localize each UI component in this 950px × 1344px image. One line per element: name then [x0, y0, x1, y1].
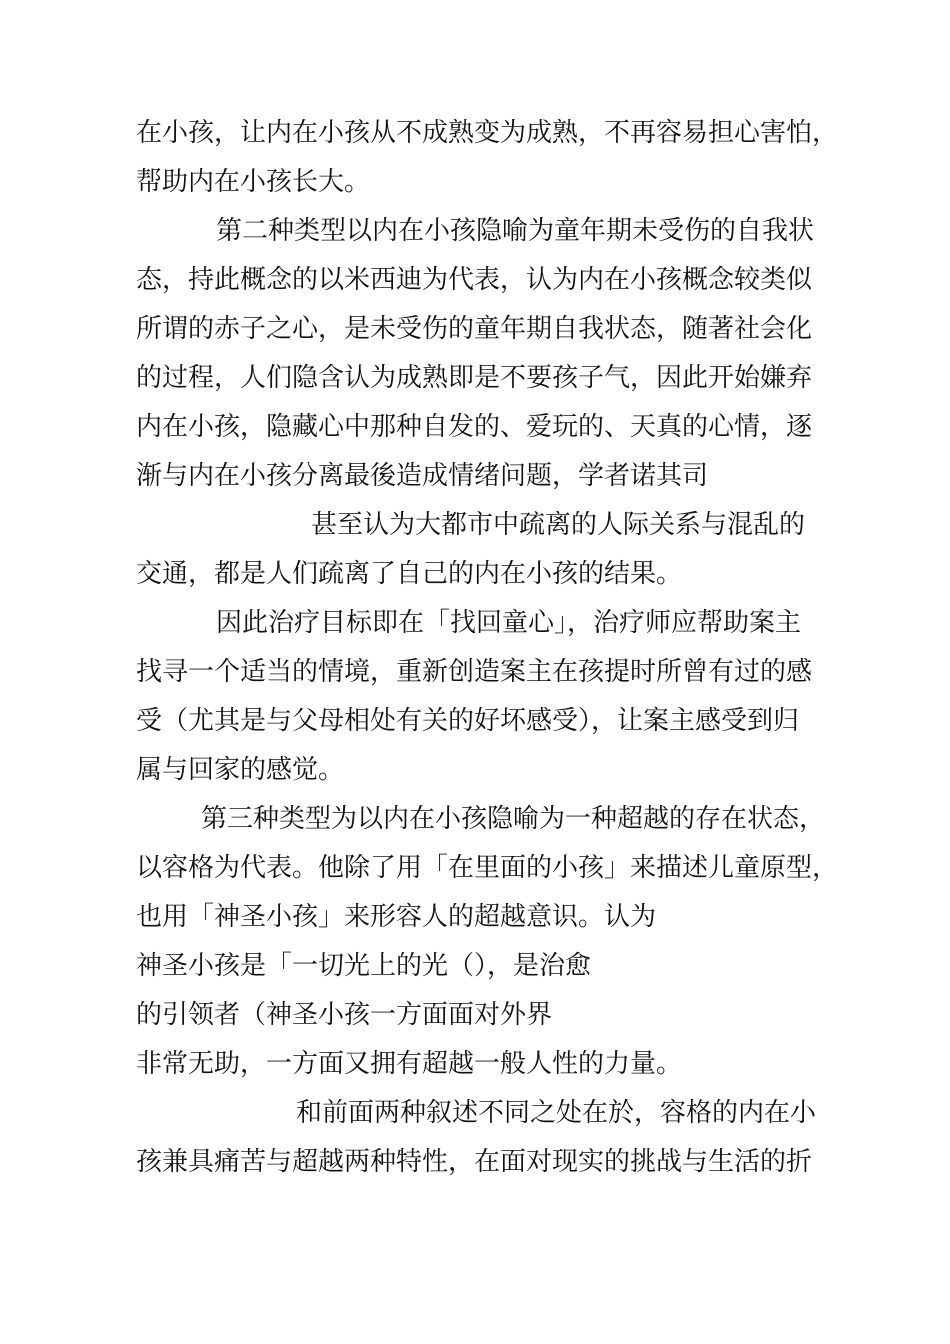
- text-line: 的引领者（神圣小孩一方面面对外界: [136, 1000, 553, 1030]
- text-line: 内在小孩，隐藏心中那种自发的、爱玩的、天真的心情，逐: [136, 412, 813, 442]
- text-line: 第二种类型以内在小孩隐喻为童年期未受伤的自我状: [216, 216, 815, 246]
- text-line: 受（尤其是与父母相处有关的好坏感受），让案主感受到归: [136, 706, 800, 736]
- text-line: 态，持此概念的以米西迪为代表，认为内在小孩概念较类似: [136, 265, 813, 295]
- text-line: 属与回家的感觉。: [136, 755, 345, 785]
- text-line: 渐与内在小孩分离最後造成情绪问题，学者诺其司: [136, 461, 709, 491]
- text-line: 所谓的赤子之心，是未受伤的童年期自我状态，随著社会化: [136, 314, 813, 344]
- text-line: 非常无助，一方面又拥有超越一般人性的力量。: [136, 1049, 683, 1079]
- text-line: 因此治疗目标即在「找回童心」，治疗师应帮助案主: [216, 608, 802, 638]
- text-line: 在小孩，让内在小孩从不成熟变为成熟，不再容易担心害怕，: [136, 118, 839, 148]
- text-line: 神圣小孩是「一切光上的光（），是治愈: [136, 951, 592, 981]
- text-line: 和前面两种叙述不同之处在於，容格的内在小: [296, 1098, 817, 1128]
- text-line: 的过程，人们隐含认为成熟即是不要孩子气，因此开始嫌弃: [136, 363, 813, 393]
- text-line: 交通，都是人们疏离了自己的内在小孩的结果。: [136, 559, 683, 589]
- text-line: 找寻一个适当的情境，重新创造案主在孩提时所曾有过的感: [136, 657, 813, 687]
- text-line: 以容格为代表。他除了用「在里面的小孩」来描述儿童原型，: [136, 853, 839, 883]
- text-line: 孩兼具痛苦与超越两种特性，在面对现实的挑战与生活的折: [136, 1147, 813, 1177]
- text-line: 第三种类型为以内在小孩隐喻为一种超越的存在状态，: [201, 804, 826, 834]
- text-line: 也用「神圣小孩」来形容人的超越意识。认为: [136, 902, 657, 932]
- text-line: 帮助内在小孩长大。: [136, 167, 371, 197]
- text-line: 甚至认为大都市中疏离的人际关系与混乱的: [311, 510, 806, 540]
